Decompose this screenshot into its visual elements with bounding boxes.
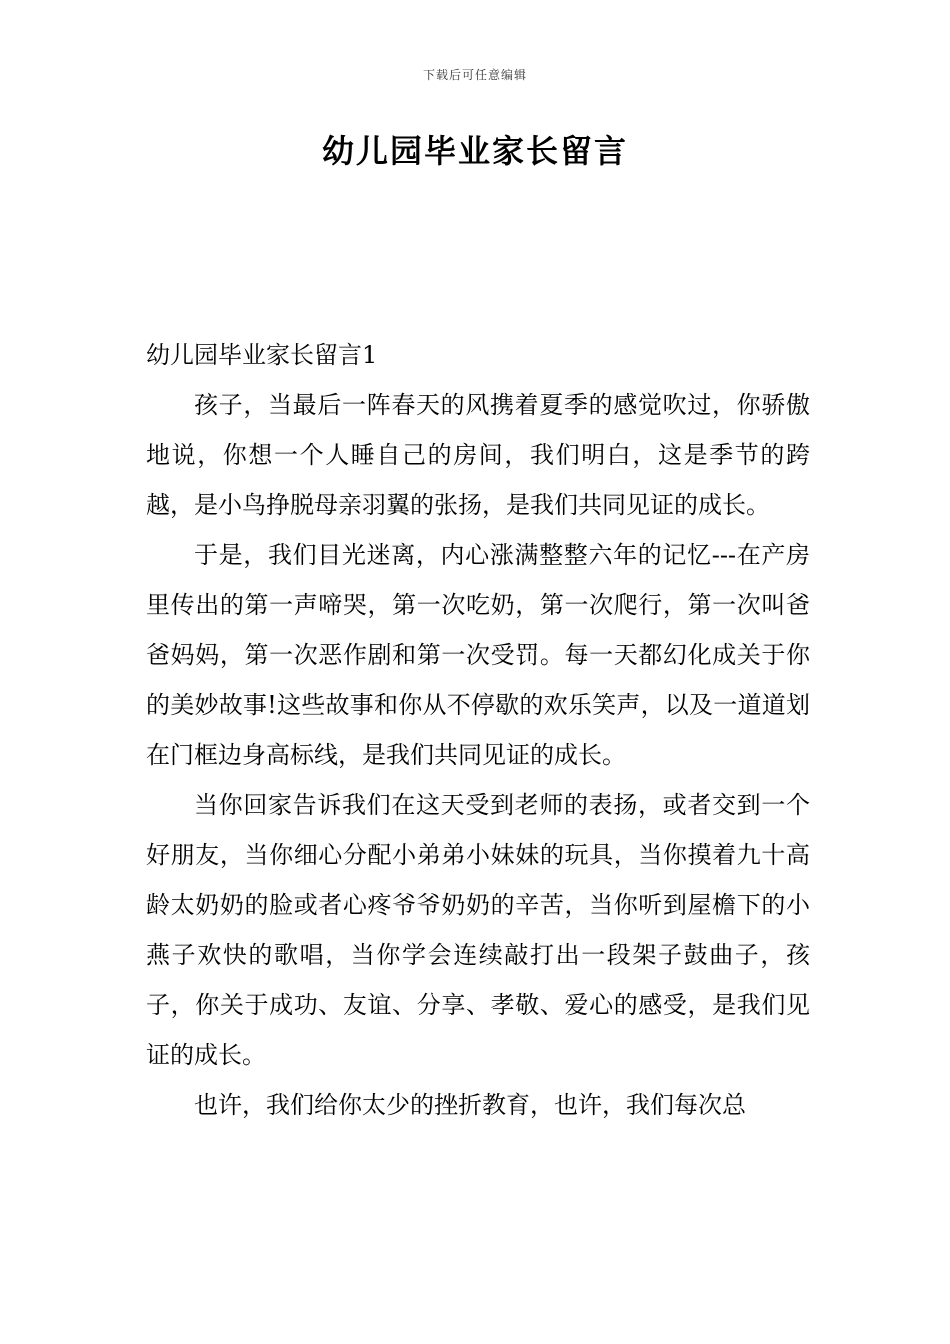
section-heading: 幼儿园毕业家长留言1 [146, 341, 378, 369]
page-header-note: 下载后可任意编辑 [422, 68, 527, 82]
document-body [146, 330, 810, 1130]
document-title: 幼儿园毕业家长留言 [321, 132, 628, 170]
paragraph-1: 孩子，当最后一阵春天的风携着夏季的感觉吹过，你骄傲地说，你想一个人睡自己的房间，我们明白，这是季节的跨越，是小鸟挣脱母亲羽翼的张扬，是我们共同见证的成长。 [146, 391, 810, 519]
paragraph-4: 也许，我们给你太少的挫折教育，也许，我们每次总 [194, 1091, 746, 1119]
paragraph-2: 于是，我们目光迷离，内心涨满整整六年的记忆---在产房里传出的第一声啼哭，第一次吃奶，第一次爬行，第一次叫爸爸妈妈，第一次恶作剧和第一次受罚。每一天都幻化成关于你的美妙故事!这些故事和你从不停歇的欢乐笑声，以及一道道划在门框边身高标线，是我们共同见证的成长。 [146, 541, 810, 769]
paragraph-3: 当你回家告诉我们在这天受到老师的表扬，或者交到一个好朋友，当你细心分配小弟弟小妹妹的玩具，当你摸着九十高龄太奶奶的脸或者心疼爷爷奶奶的辛苦，当你听到屋檐下的小燕子欢快的歌唱，当你学会连续敲打出一段架子鼓曲子，孩子，你关于成功、友谊、分享、孝敬、爱心的感受，是我们见证的成长。 [146, 791, 810, 1069]
